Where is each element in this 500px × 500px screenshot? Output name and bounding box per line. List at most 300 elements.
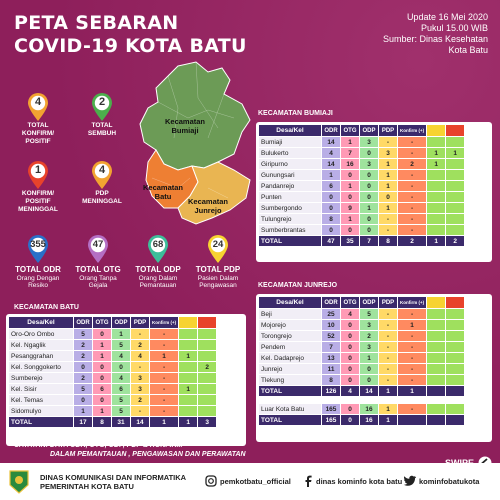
- bumiaji-title: KECAMATAN BUMIAJI: [258, 110, 333, 117]
- cell: -: [398, 364, 426, 374]
- cell: [179, 395, 197, 405]
- cell: [179, 362, 197, 372]
- cell: -: [131, 362, 149, 372]
- stat-marker-0: [26, 92, 50, 116]
- title-line-2: COVID-19 KOTA BATU: [14, 35, 247, 57]
- cell: 0: [93, 329, 111, 339]
- row-label: TOTAL: [259, 386, 321, 396]
- cell: -: [398, 331, 426, 341]
- cell: 1: [379, 203, 397, 213]
- update-time: Pukul 15.00 WIB: [420, 23, 488, 33]
- cell: 2: [74, 351, 92, 361]
- cell: 1: [427, 236, 445, 246]
- cell: 0: [341, 375, 359, 385]
- total-label: TOTAL ODR: [15, 265, 61, 274]
- col-header: PDP: [131, 317, 149, 328]
- junrejo-table: [258, 296, 465, 426]
- row-label: Bumiaji: [259, 137, 321, 147]
- cell: 1: [379, 181, 397, 191]
- cell: 2: [74, 373, 92, 383]
- cell: 1: [322, 170, 340, 180]
- map-label-batu: Kecamatan Batu: [142, 183, 184, 201]
- cell: 4: [341, 386, 359, 396]
- col-header: Konfirm (+): [398, 125, 426, 136]
- cell: 2: [398, 236, 426, 246]
- row-label: Kel. Songgokerto: [9, 362, 73, 372]
- cell: -: [398, 203, 426, 213]
- cell: -: [150, 384, 178, 394]
- cell: 1: [179, 351, 197, 361]
- org-name: [40, 473, 186, 491]
- table-row: [9, 362, 216, 372]
- cell: 1: [93, 351, 111, 361]
- cell: [427, 364, 445, 374]
- table-row: [259, 320, 464, 330]
- table-row: [9, 351, 216, 361]
- cell: 9: [341, 203, 359, 213]
- table-row: [9, 406, 216, 416]
- table-row: [259, 203, 464, 213]
- cell: [179, 406, 197, 416]
- cell: 16: [341, 159, 359, 169]
- cell: 0: [341, 192, 359, 202]
- cell: [446, 320, 464, 330]
- row-label: Tlekung: [259, 375, 321, 385]
- cell: 4: [131, 351, 149, 361]
- table-row: [259, 331, 464, 341]
- instagram-handle[interactable]: pemkotbatu_official: [220, 477, 291, 486]
- cell: 31: [112, 417, 130, 427]
- col-header: ODR: [322, 125, 340, 136]
- row-label: Mojorejo: [259, 320, 321, 330]
- cell: 0: [360, 225, 378, 235]
- cell: 6: [112, 384, 130, 394]
- total-marker-3: [206, 234, 230, 258]
- cell: [179, 373, 197, 383]
- cell: 52: [322, 331, 340, 341]
- cell: -: [398, 192, 426, 202]
- cell: 8: [93, 417, 111, 427]
- page-title: [14, 12, 247, 58]
- cell: [427, 170, 445, 180]
- stat-marker-1: [90, 92, 114, 116]
- table-row: [9, 384, 216, 394]
- cell: 1: [93, 340, 111, 350]
- cell: -: [131, 329, 149, 339]
- cell: [446, 225, 464, 235]
- cell: 0: [74, 362, 92, 372]
- cell: 1: [150, 417, 178, 427]
- cell: 1: [150, 351, 178, 361]
- cell: 1: [379, 404, 397, 414]
- cell: [427, 404, 445, 414]
- bottom-bar: [0, 463, 500, 500]
- cell: -: [379, 137, 397, 147]
- cell: [446, 214, 464, 224]
- cell: [446, 404, 464, 414]
- col-header: ODP: [360, 125, 378, 136]
- cell: 3: [360, 342, 378, 352]
- total-marker-1: [86, 234, 110, 258]
- row-label: Tulungrejo: [259, 214, 321, 224]
- cell: 0: [93, 373, 111, 383]
- col-header: ODR: [322, 297, 340, 308]
- total-label: TOTAL OTG: [75, 265, 121, 274]
- col-header: OTG: [341, 297, 359, 308]
- row-label: Torongrejo: [259, 331, 321, 341]
- total-sub-2: Gejala: [88, 282, 108, 289]
- cell: -: [150, 362, 178, 372]
- cell: 4: [322, 148, 340, 158]
- cell: -: [131, 406, 149, 416]
- cell: [427, 225, 445, 235]
- cell: 1: [427, 148, 445, 158]
- row-label: Sumberejo: [9, 373, 73, 383]
- cell: [427, 331, 445, 341]
- cell: 3: [131, 384, 149, 394]
- row-label: TOTAL: [259, 236, 321, 246]
- cell: 4: [341, 309, 359, 319]
- footer-note-line-1: CATATAN: DATA ODR, OTG, ODP, PDP & KONFIRM: [14, 442, 183, 449]
- cell: [446, 386, 464, 396]
- cell: 5: [74, 329, 92, 339]
- cell: 1: [446, 148, 464, 158]
- footer-note: [14, 441, 246, 459]
- cell: 17: [74, 417, 92, 427]
- col-header: ODP: [360, 297, 378, 308]
- cell: 0: [93, 362, 111, 372]
- cell: [198, 406, 216, 416]
- cell: [427, 415, 445, 425]
- cell: 7: [360, 236, 378, 246]
- facebook-icon[interactable]: [303, 475, 313, 487]
- total-marker-0: [26, 234, 50, 258]
- table-header-row: [9, 317, 216, 328]
- cell: -: [398, 214, 426, 224]
- cell: 13: [322, 353, 340, 363]
- facebook-handle[interactable]: dinas kominfo kota batu: [316, 477, 403, 486]
- cell: -: [398, 309, 426, 319]
- source-line-1: Sumber: Dinas Kesehatan: [382, 34, 488, 44]
- cell: 0: [341, 364, 359, 374]
- stat-label: [8, 190, 68, 214]
- cell: 14: [131, 417, 149, 427]
- table-row: [259, 364, 464, 374]
- cell: 0: [360, 170, 378, 180]
- cell: 0: [360, 148, 378, 158]
- cell: 5: [112, 340, 130, 350]
- cell: 0: [360, 192, 378, 202]
- cell: 5: [112, 406, 130, 416]
- cell: -: [398, 404, 426, 414]
- row-label: Bulukerto: [259, 148, 321, 158]
- stat-label-line: MENINGGAL: [82, 198, 122, 205]
- cell: 2: [131, 395, 149, 405]
- cell: 0: [360, 375, 378, 385]
- cell: [446, 203, 464, 213]
- map-label-bumiaji: Kecamatan Bumiaji: [164, 117, 206, 135]
- col-header: [198, 317, 216, 328]
- cell: 14: [360, 386, 378, 396]
- table-row: [259, 404, 464, 414]
- cell: 47: [322, 236, 340, 246]
- col-header: Konfirm (+): [398, 297, 426, 308]
- cell: -: [379, 225, 397, 235]
- org-line-2: PEMERINTAH KOTA BATU: [40, 482, 134, 491]
- cell: 165: [322, 415, 340, 425]
- cell: [446, 364, 464, 374]
- cell: [198, 351, 216, 361]
- cell: -: [398, 170, 426, 180]
- cell: 5: [360, 309, 378, 319]
- cell: 35: [341, 236, 359, 246]
- cell: [398, 415, 426, 425]
- cell: 2: [360, 331, 378, 341]
- twitter-icon[interactable]: [404, 475, 416, 486]
- stat-label-line: POSITIF: [25, 198, 51, 205]
- row-label: Pesanggrahan: [9, 351, 73, 361]
- cell: [427, 181, 445, 191]
- kota-batu-logo-icon: [8, 469, 30, 495]
- cell: 0: [322, 225, 340, 235]
- col-header: Desa/Kel: [9, 317, 73, 328]
- cell: [446, 415, 464, 425]
- stat-value: 4: [34, 96, 42, 108]
- cell: [427, 192, 445, 202]
- table-row: [9, 340, 216, 350]
- cell: [427, 375, 445, 385]
- cell: 0: [341, 320, 359, 330]
- cell: 1: [379, 159, 397, 169]
- cell: 1: [379, 415, 397, 425]
- cell: [446, 170, 464, 180]
- stat-label-line: TOTAL: [91, 122, 113, 129]
- cell: 1: [379, 170, 397, 180]
- total-sub-2: Pengawasan: [199, 282, 237, 289]
- cell: 1: [427, 159, 445, 169]
- cell: -: [150, 373, 178, 383]
- stat-label: [72, 122, 132, 138]
- cell: 2: [74, 340, 92, 350]
- cell: 6: [93, 384, 111, 394]
- total-sub-2: Pemantauan: [139, 282, 177, 289]
- table-row: [259, 342, 464, 352]
- cell: 0: [322, 192, 340, 202]
- total-sub-1: Orang Tanpa: [79, 275, 117, 282]
- cell: -: [398, 181, 426, 191]
- cell: 0: [74, 395, 92, 405]
- row-label: Beji: [259, 309, 321, 319]
- cell: 0: [93, 395, 111, 405]
- row-label: Gunungsari: [259, 170, 321, 180]
- table-total-row: [259, 236, 464, 246]
- cell: [179, 329, 197, 339]
- cell: 10: [322, 320, 340, 330]
- cell: [427, 386, 445, 396]
- cell: 7: [341, 148, 359, 158]
- row-label: Sidomulyo: [9, 406, 73, 416]
- cell: 0: [341, 342, 359, 352]
- map-label-junrejo: Kecamatan Junrejo: [187, 197, 229, 215]
- cell: 5: [74, 384, 92, 394]
- cell: [446, 375, 464, 385]
- cell: -: [398, 342, 426, 352]
- table-row: [259, 170, 464, 180]
- table-row: [259, 214, 464, 224]
- org-line-1: DINAS KOMUNIKASI DAN INFORMATIKA: [40, 473, 187, 482]
- total-label: TOTAL PDP: [195, 265, 241, 274]
- cell: [198, 340, 216, 350]
- cell: [446, 137, 464, 147]
- table-row: [9, 395, 216, 405]
- cell: -: [150, 395, 178, 405]
- col-header: PDP: [379, 125, 397, 136]
- cell: [179, 340, 197, 350]
- cell: -: [379, 353, 397, 363]
- table-row: [259, 148, 464, 158]
- cell: -: [398, 148, 426, 158]
- row-label: Luar Kota Batu: [259, 404, 321, 414]
- cell: 7: [322, 342, 340, 352]
- table-total-row: [9, 417, 216, 427]
- table-header-row: [259, 297, 464, 308]
- total-value: 355: [30, 239, 46, 250]
- cell: 3: [198, 417, 216, 427]
- row-label: Junrejo: [259, 364, 321, 374]
- stat-label-line: PDP: [95, 190, 109, 197]
- stat-label-line: SEMBUH: [87, 130, 117, 137]
- col-header: [179, 317, 197, 328]
- table-total-row: [259, 386, 464, 396]
- cell: 1: [341, 181, 359, 191]
- col-header: Desa/Kel: [259, 125, 321, 136]
- cell: [446, 192, 464, 202]
- cell: [427, 214, 445, 224]
- cell: [198, 329, 216, 339]
- col-header: ODP: [112, 317, 130, 328]
- stat-label-line: POSITIF: [25, 138, 51, 145]
- cell: 4: [112, 351, 130, 361]
- row-label: Oro-Oro Ombo: [9, 329, 73, 339]
- table-row: [259, 225, 464, 235]
- cell: -: [379, 320, 397, 330]
- row-label: Kel. Dadaprejo: [259, 353, 321, 363]
- table-row: [259, 159, 464, 169]
- cell: 11: [322, 364, 340, 374]
- cell: 0: [341, 404, 359, 414]
- cell: 126: [322, 386, 340, 396]
- row-label: Pendem: [259, 342, 321, 352]
- cell: 1: [112, 329, 130, 339]
- cell: [198, 384, 216, 394]
- row-label: Sumberbrantas: [259, 225, 321, 235]
- cell: 16: [360, 404, 378, 414]
- cell: 1: [341, 137, 359, 147]
- cell: [446, 331, 464, 341]
- cell: 3: [360, 159, 378, 169]
- row-label: Punten: [259, 192, 321, 202]
- stat-marker-3: [90, 160, 114, 184]
- total-sub-1: Orang Dalam: [138, 275, 178, 282]
- row-label: Sumbergondo: [259, 203, 321, 213]
- cell: -: [379, 342, 397, 352]
- col-header: [446, 297, 464, 308]
- cell: [446, 342, 464, 352]
- cell: -: [398, 137, 426, 147]
- stat-label-line: KONFIRM/: [21, 190, 55, 197]
- cell: -: [379, 214, 397, 224]
- cell: 8: [322, 214, 340, 224]
- cell: 6: [322, 181, 340, 191]
- cell: 1: [93, 406, 111, 416]
- instagram-icon[interactable]: [205, 475, 217, 487]
- cell: 0: [322, 203, 340, 213]
- cell: 8: [379, 236, 397, 246]
- source-line-2: Kota Batu: [448, 45, 488, 55]
- twitter-handle[interactable]: kominfobatukota: [419, 477, 480, 486]
- stat-value: 4: [98, 164, 106, 176]
- cell: 1: [360, 353, 378, 363]
- spacer-cell: [259, 397, 464, 403]
- cell: 1: [179, 384, 197, 394]
- row-label: Kel. Temas: [9, 395, 73, 405]
- cell: 8: [322, 375, 340, 385]
- cell: 1: [398, 320, 426, 330]
- cell: 25: [322, 309, 340, 319]
- col-header: ODR: [74, 317, 92, 328]
- footer-note-line-2: DALAM PEMANTAUAN , PENGAWASAN DAN PERAWATAN: [50, 451, 246, 458]
- col-header: [446, 125, 464, 136]
- stat-label: [8, 122, 68, 146]
- cell: -: [150, 340, 178, 350]
- table-row: [9, 329, 216, 339]
- cell: 0: [341, 331, 359, 341]
- cell: [427, 309, 445, 319]
- table-spacer: [259, 397, 464, 403]
- cell: 1: [360, 203, 378, 213]
- stat-label: [72, 190, 132, 206]
- stat-label-line: KONFIRM/: [21, 130, 55, 137]
- cell: 165: [322, 404, 340, 414]
- cell: -: [398, 353, 426, 363]
- cell: 2: [398, 159, 426, 169]
- cell: -: [379, 364, 397, 374]
- cell: 1: [379, 386, 397, 396]
- total-marker-2: [146, 234, 170, 258]
- stat-value: 1: [34, 164, 42, 176]
- table-total-row: [259, 415, 464, 425]
- cell: 0: [112, 362, 130, 372]
- update-date: Update 16 Mei 2020: [406, 12, 488, 22]
- bumiaji-table: [258, 124, 465, 247]
- cell: 0: [341, 170, 359, 180]
- stat-label-line: TOTAL: [27, 122, 49, 129]
- table-row: [9, 373, 216, 383]
- table-row: [259, 353, 464, 363]
- cell: [427, 342, 445, 352]
- col-header: PDP: [379, 297, 397, 308]
- total-label: TOTAL ODP: [135, 265, 181, 274]
- cell: 14: [322, 159, 340, 169]
- batu-table: [8, 316, 217, 428]
- cell: -: [398, 225, 426, 235]
- cell: 0: [360, 181, 378, 191]
- table-row: [259, 181, 464, 191]
- cell: [446, 159, 464, 169]
- cell: [446, 309, 464, 319]
- cell: [198, 373, 216, 383]
- cell: [427, 320, 445, 330]
